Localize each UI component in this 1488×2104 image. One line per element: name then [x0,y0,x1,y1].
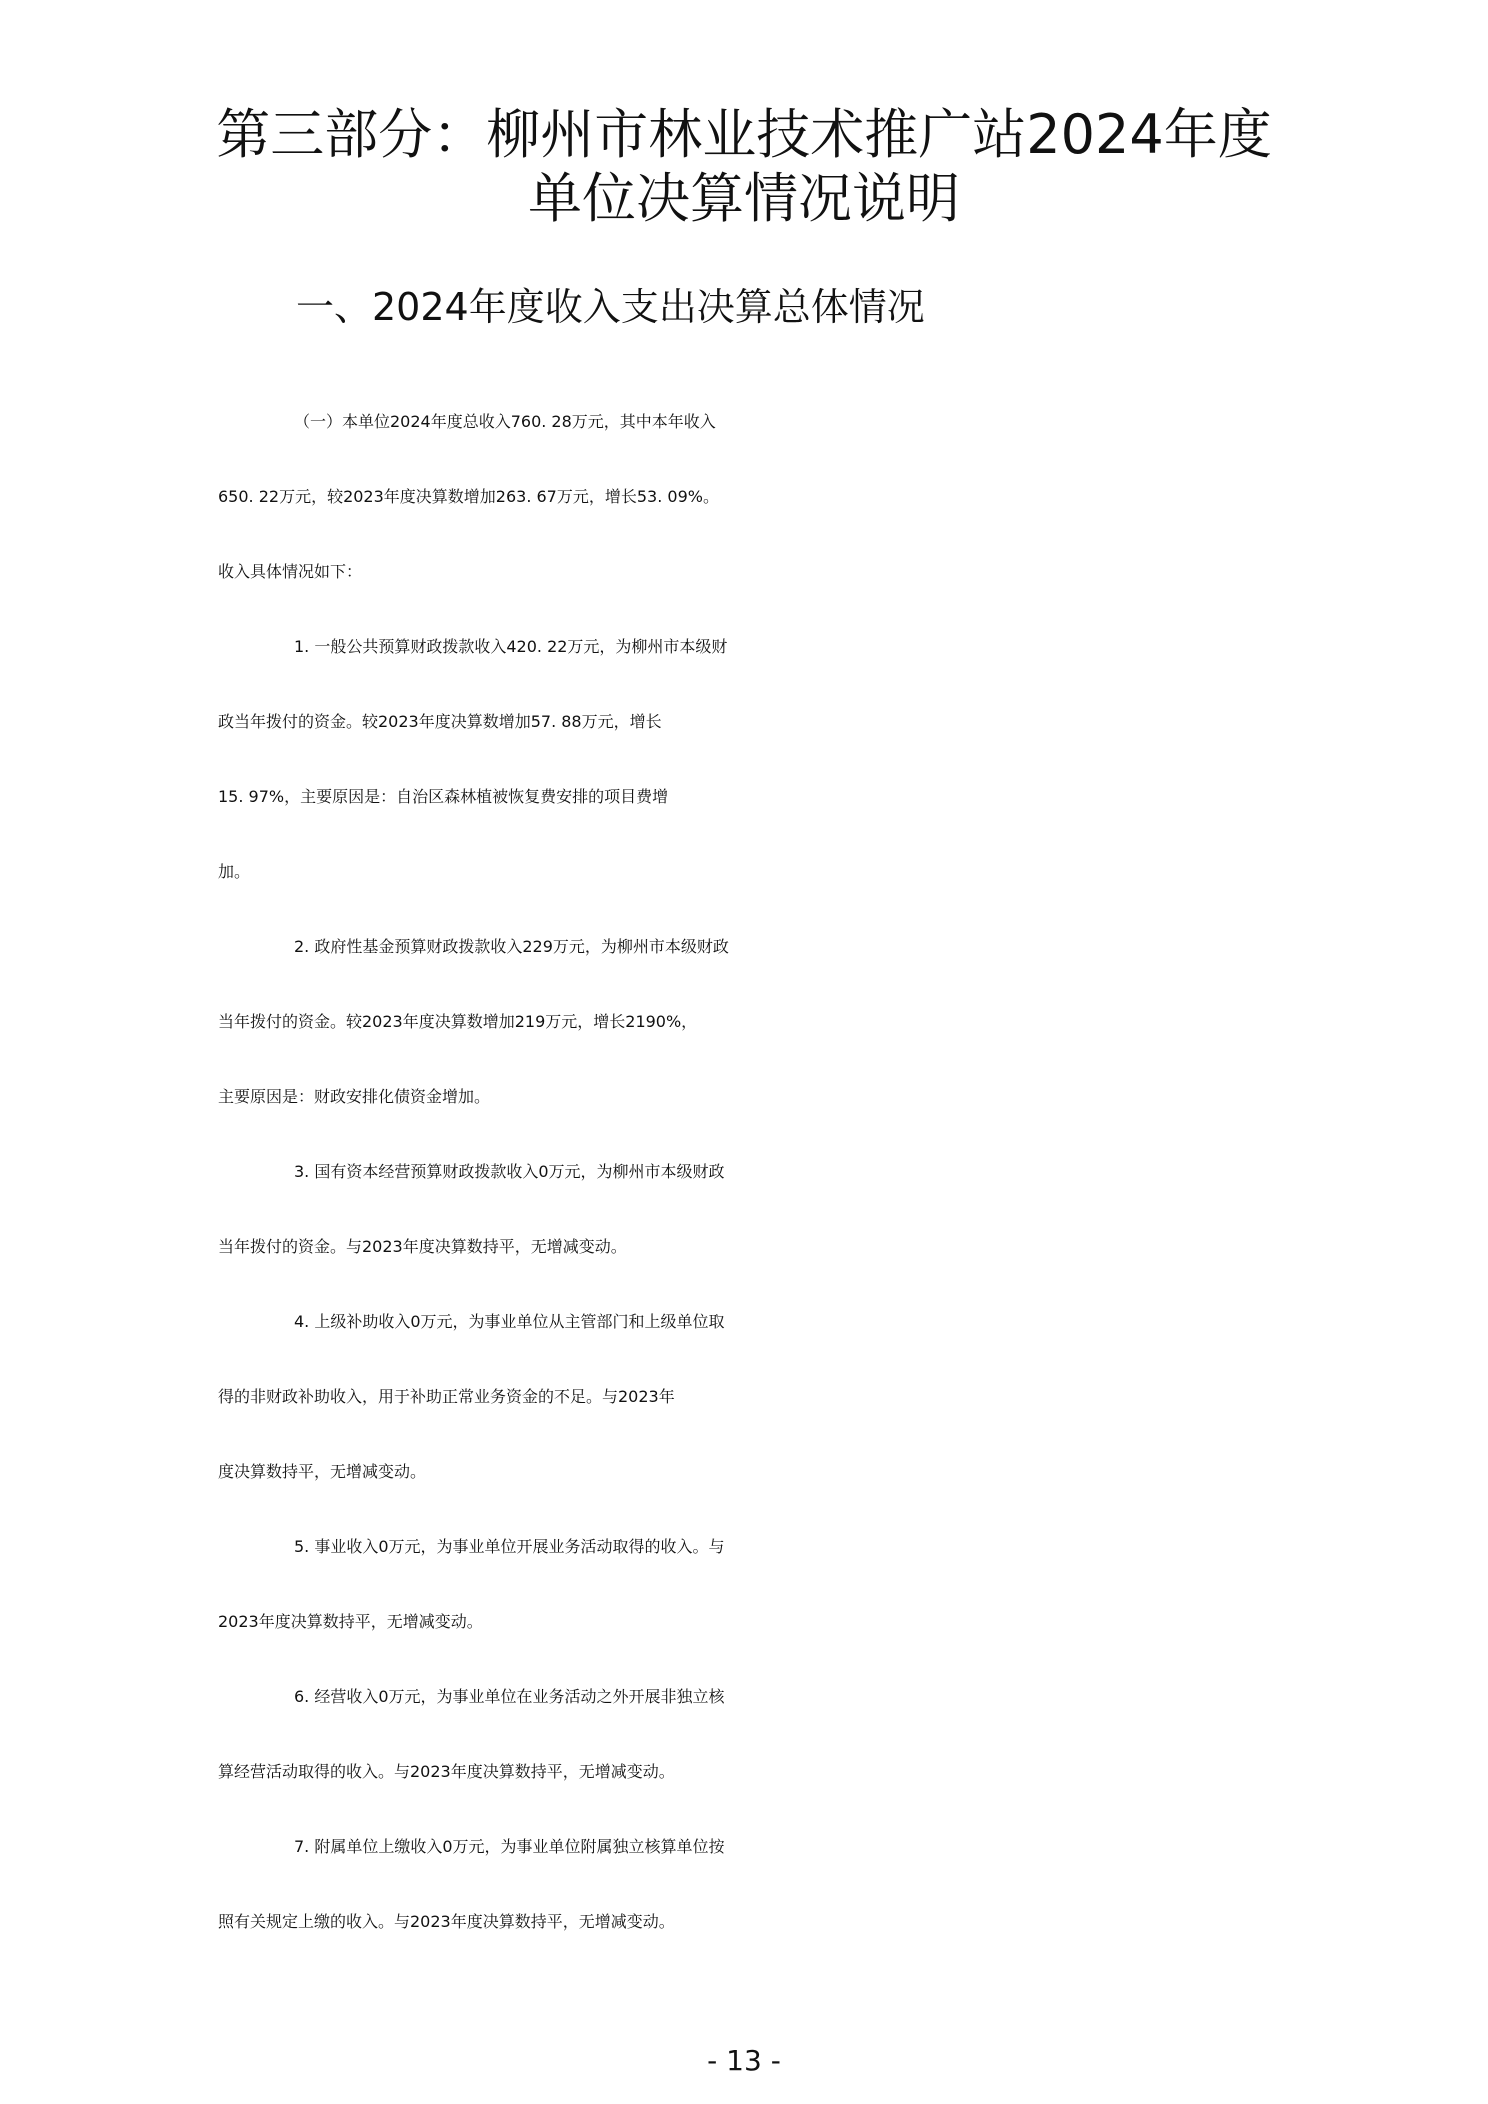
text-line: 7. 附属单位上缴收入0万元，为事业单位附属独立核算单位按 [294,1837,725,1856]
section-heading: 一、2024年度收入支出决算总体情况 [296,285,925,329]
text-line: 当年拨付的资金。与2023年度决算数持平，无增减变动。 [218,1237,627,1256]
text-line: 算经营活动取得的收入。与2023年度决算数持平，无增减变动。 [218,1762,675,1781]
page-title-line-2: 单位决算情况说明 [528,167,960,230]
text-line: 6. 经营收入0万元，为事业单位在业务活动之外开展非独立核 [294,1687,725,1706]
text-line: 照有关规定上缴的收入。与2023年度决算数持平，无增减变动。 [218,1912,675,1931]
text-line: 政当年拨付的资金。较2023年度决算数增加57. 88万元，增长 [218,712,662,731]
text-line: 当年拨付的资金。较2023年度决算数增加219万元，增长2190%， [218,1012,698,1031]
text-line: 650. 22万元，较2023年度决算数增加263. 67万元，增长53. 09%。 [218,487,719,506]
text-line: 5. 事业收入0万元，为事业单位开展业务活动取得的收入。与 [294,1537,725,1556]
text-line: （一）本单位2024年度总收入760. 28万元，其中本年收入 [294,412,716,431]
text-line: 收入具体情况如下： [218,562,363,581]
text-line: 2. 政府性基金预算财政拨款收入229万元，为柳州市本级财政 [294,937,729,956]
text-line: 度决算数持平，无增减变动。 [218,1462,427,1481]
text-line: 3. 国有资本经营预算财政拨款收入0万元，为柳州市本级财政 [294,1162,725,1181]
text-line: 加。 [218,862,251,881]
text-line: 4. 上级补助收入0万元，为事业单位从主管部门和上级单位取 [294,1312,725,1331]
text-line: 2023年度决算数持平，无增减变动。 [218,1612,483,1631]
text-line: 15. 97%，主要原因是：自治区森林植被恢复费安排的项目费增 [218,787,669,806]
text-line: 主要原因是：财政安排化债资金增加。 [218,1087,491,1106]
text-line: 得的非财政补助收入，用于补助正常业务资金的不足。与2023年 [218,1387,675,1406]
text-line: 1. 一般公共预算财政拨款收入420. 22万元，为柳州市本级财 [294,637,728,656]
body-text [218,384,1288,1959]
page-title-line-1: 第三部分：柳州市林业技术推广站2024年度 [216,103,1272,166]
page-number: - 13 - [707,2044,781,2077]
